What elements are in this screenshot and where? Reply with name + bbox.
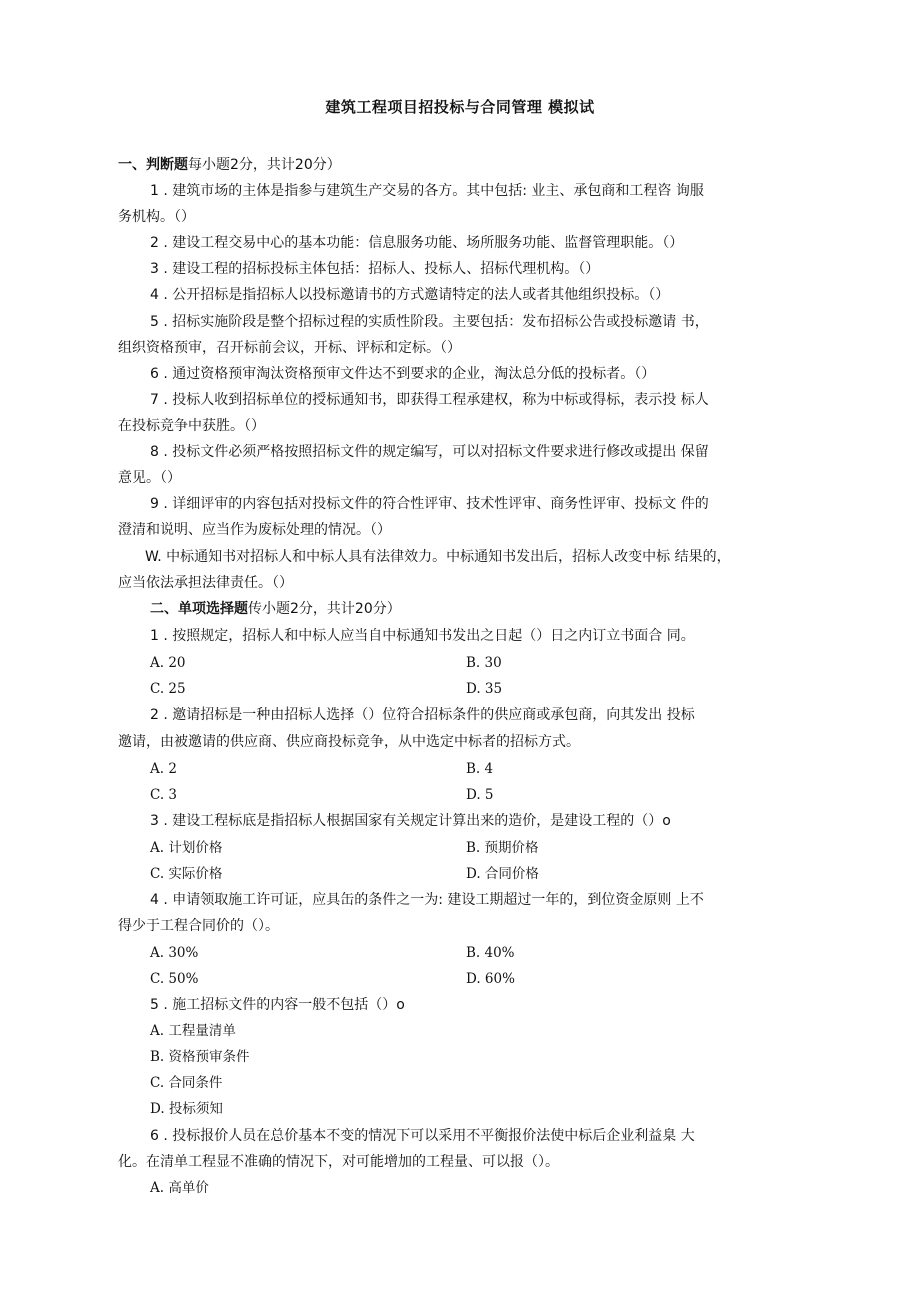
question-2-6-option-a: A. 高单价 xyxy=(150,1180,209,1196)
question-2-6-stem-line1: 6 . 投标报价人员在总价基本不变的情况下可以采用不平衡报价法使中标后企业利益臬 大 xyxy=(150,1128,695,1144)
question-2-5-option-c: C. 合同条件 xyxy=(150,1075,223,1091)
question-2-6-stem-line2: 化。在清单工程显不准确的情况下，对可能增加的工程量、可以报（）。 xyxy=(118,1154,559,1170)
section-1-heading-bold: 一、判断题 xyxy=(118,157,188,173)
question-2-5-option-d: D. 投标须知 xyxy=(150,1101,223,1117)
question-2-1-option-a: A. 20 xyxy=(150,655,186,671)
question-2-3-option-b: B. 预期价格 xyxy=(466,840,539,856)
section-2-heading-bold: 二、单项选择题 xyxy=(150,601,248,617)
question-2-2-option-c: C. 3 xyxy=(150,787,178,803)
question-1-9-line2: 澄清和说明、应当作为废标处理的情况。（） xyxy=(118,522,391,538)
question-1-5-line2: 组织资格预审，召开标前会议，开标、评标和定标。（） xyxy=(118,340,461,356)
question-1-10-line2: 应当依法承担法律责任。（） xyxy=(118,575,293,591)
question-1-8-line1: 8 . 投标文件必须严格按照招标文件的规定编写，可以对招标文件要求进行修改或提出 保留 xyxy=(150,444,709,460)
question-2-3-option-c: C. 实际价格 xyxy=(150,866,223,882)
question-2-1-option-b: B. 30 xyxy=(466,655,502,671)
question-2-5-option-b: B. 资格预审条件 xyxy=(150,1049,250,1065)
question-1-7-line1: 7 . 投标人收到招标单位的授标通知书，即获得工程承建权，称为中标或得标，表示投 标人 xyxy=(150,392,709,408)
section-1-heading-rest: 每小题2分，共计20分） xyxy=(188,157,341,173)
question-2-3-stem: 3 . 建设工程标底是指招标人根据国家有关规定计算出来的造价，是建设工程的（）o xyxy=(150,813,671,829)
section-1-heading xyxy=(118,155,341,175)
question-1-2: 2 . 建设工程交易中心的基本功能：信息服务功能、场所服务功能、监督管理职能。（） xyxy=(150,235,684,251)
question-1-3: 3 . 建设工程的招标投标主体包括：招标人、投标人、招标代理机构。（） xyxy=(150,261,600,277)
question-2-1-option-d: D. 35 xyxy=(466,681,503,697)
question-2-2-stem-line1: 2 . 邀请招标是一种由招标人选择（）位符合招标条件的供应商或承包商，向其发出 投标 xyxy=(150,707,695,723)
question-2-3-option-a: A. 计划价格 xyxy=(150,840,223,856)
question-1-8-line2: 意见。（） xyxy=(118,470,181,486)
question-2-3-option-d: D. 合同价格 xyxy=(466,866,539,882)
section-2-heading xyxy=(150,599,401,619)
question-1-9-line1: 9 . 详细评审的内容包括对投标文件的符合性评审、技术性评审、商务性评审、投标文 件的 xyxy=(150,496,709,512)
question-1-4: 4 . 公开招标是指招标人以投标邀请书的方式邀请特定的法人或者其他组织投标。（） xyxy=(150,287,670,303)
question-1-6: 6 . 通过资格预审淘汰资格预审文件达不到要求的企业，淘汰总分低的投标者。（） xyxy=(150,366,656,382)
question-2-4-option-d: D. 60% xyxy=(466,971,515,987)
question-2-1-stem: 1 . 按照规定，招标人和中标人应当自中标通知书发出之日起（）日之内订立书面合 同。 xyxy=(150,628,695,644)
question-2-5-stem: 5 . 施工招标文件的内容一般不包括（）o xyxy=(150,997,405,1013)
question-2-4-option-c: C. 50% xyxy=(150,971,199,987)
section-2-heading-rest: 传小题2分，共计20分） xyxy=(248,601,401,617)
question-2-4-option-b: B. 40% xyxy=(466,945,515,961)
question-2-4-stem-line2: 得少于工程合同价的（）。 xyxy=(118,918,279,934)
question-2-2-option-a: A. 2 xyxy=(150,761,177,777)
question-1-10-line1: W. 中标通知书对招标人和中标人具有法律效力。中标通知书发出后，招标人改变中标 结果的， xyxy=(145,549,731,565)
question-2-5-option-a: A. 工程量清单 xyxy=(150,1023,236,1039)
question-1-7-line2: 在投标竞争中获胜。（） xyxy=(118,418,265,434)
page-title: 建筑工程项目招投标与合同管理 模拟试 xyxy=(325,98,595,116)
question-2-2-option-b: B. 4 xyxy=(466,761,494,777)
question-2-2-option-d: D. 5 xyxy=(466,787,494,803)
question-2-4-stem-line1: 4 . 申请领取施工许可证，应具缶的条件之一为: 建设工期超过一年的，到位资金原则 上不 xyxy=(150,892,704,908)
question-1-1-line2: 务机构。（） xyxy=(118,209,195,225)
question-2-1-option-c: C. 25 xyxy=(150,681,186,697)
question-2-4-option-a: A. 30% xyxy=(150,945,199,961)
question-2-2-stem-line2: 邀请，由被邀请的供应商、供应商投标竞争，从中选定中标者的招标方式。 xyxy=(118,734,580,750)
question-1-1-line1: 1 . 建筑市场的主体是指参与建筑生产交易的各方。其中包括: 业主、承包商和工程咨 询服 xyxy=(150,183,704,199)
question-1-5-line1: 5 . 招标实施阶段是整个招标过程的实质性阶段。主要包括：发布招标公告或投标邀请 书， xyxy=(150,314,709,330)
